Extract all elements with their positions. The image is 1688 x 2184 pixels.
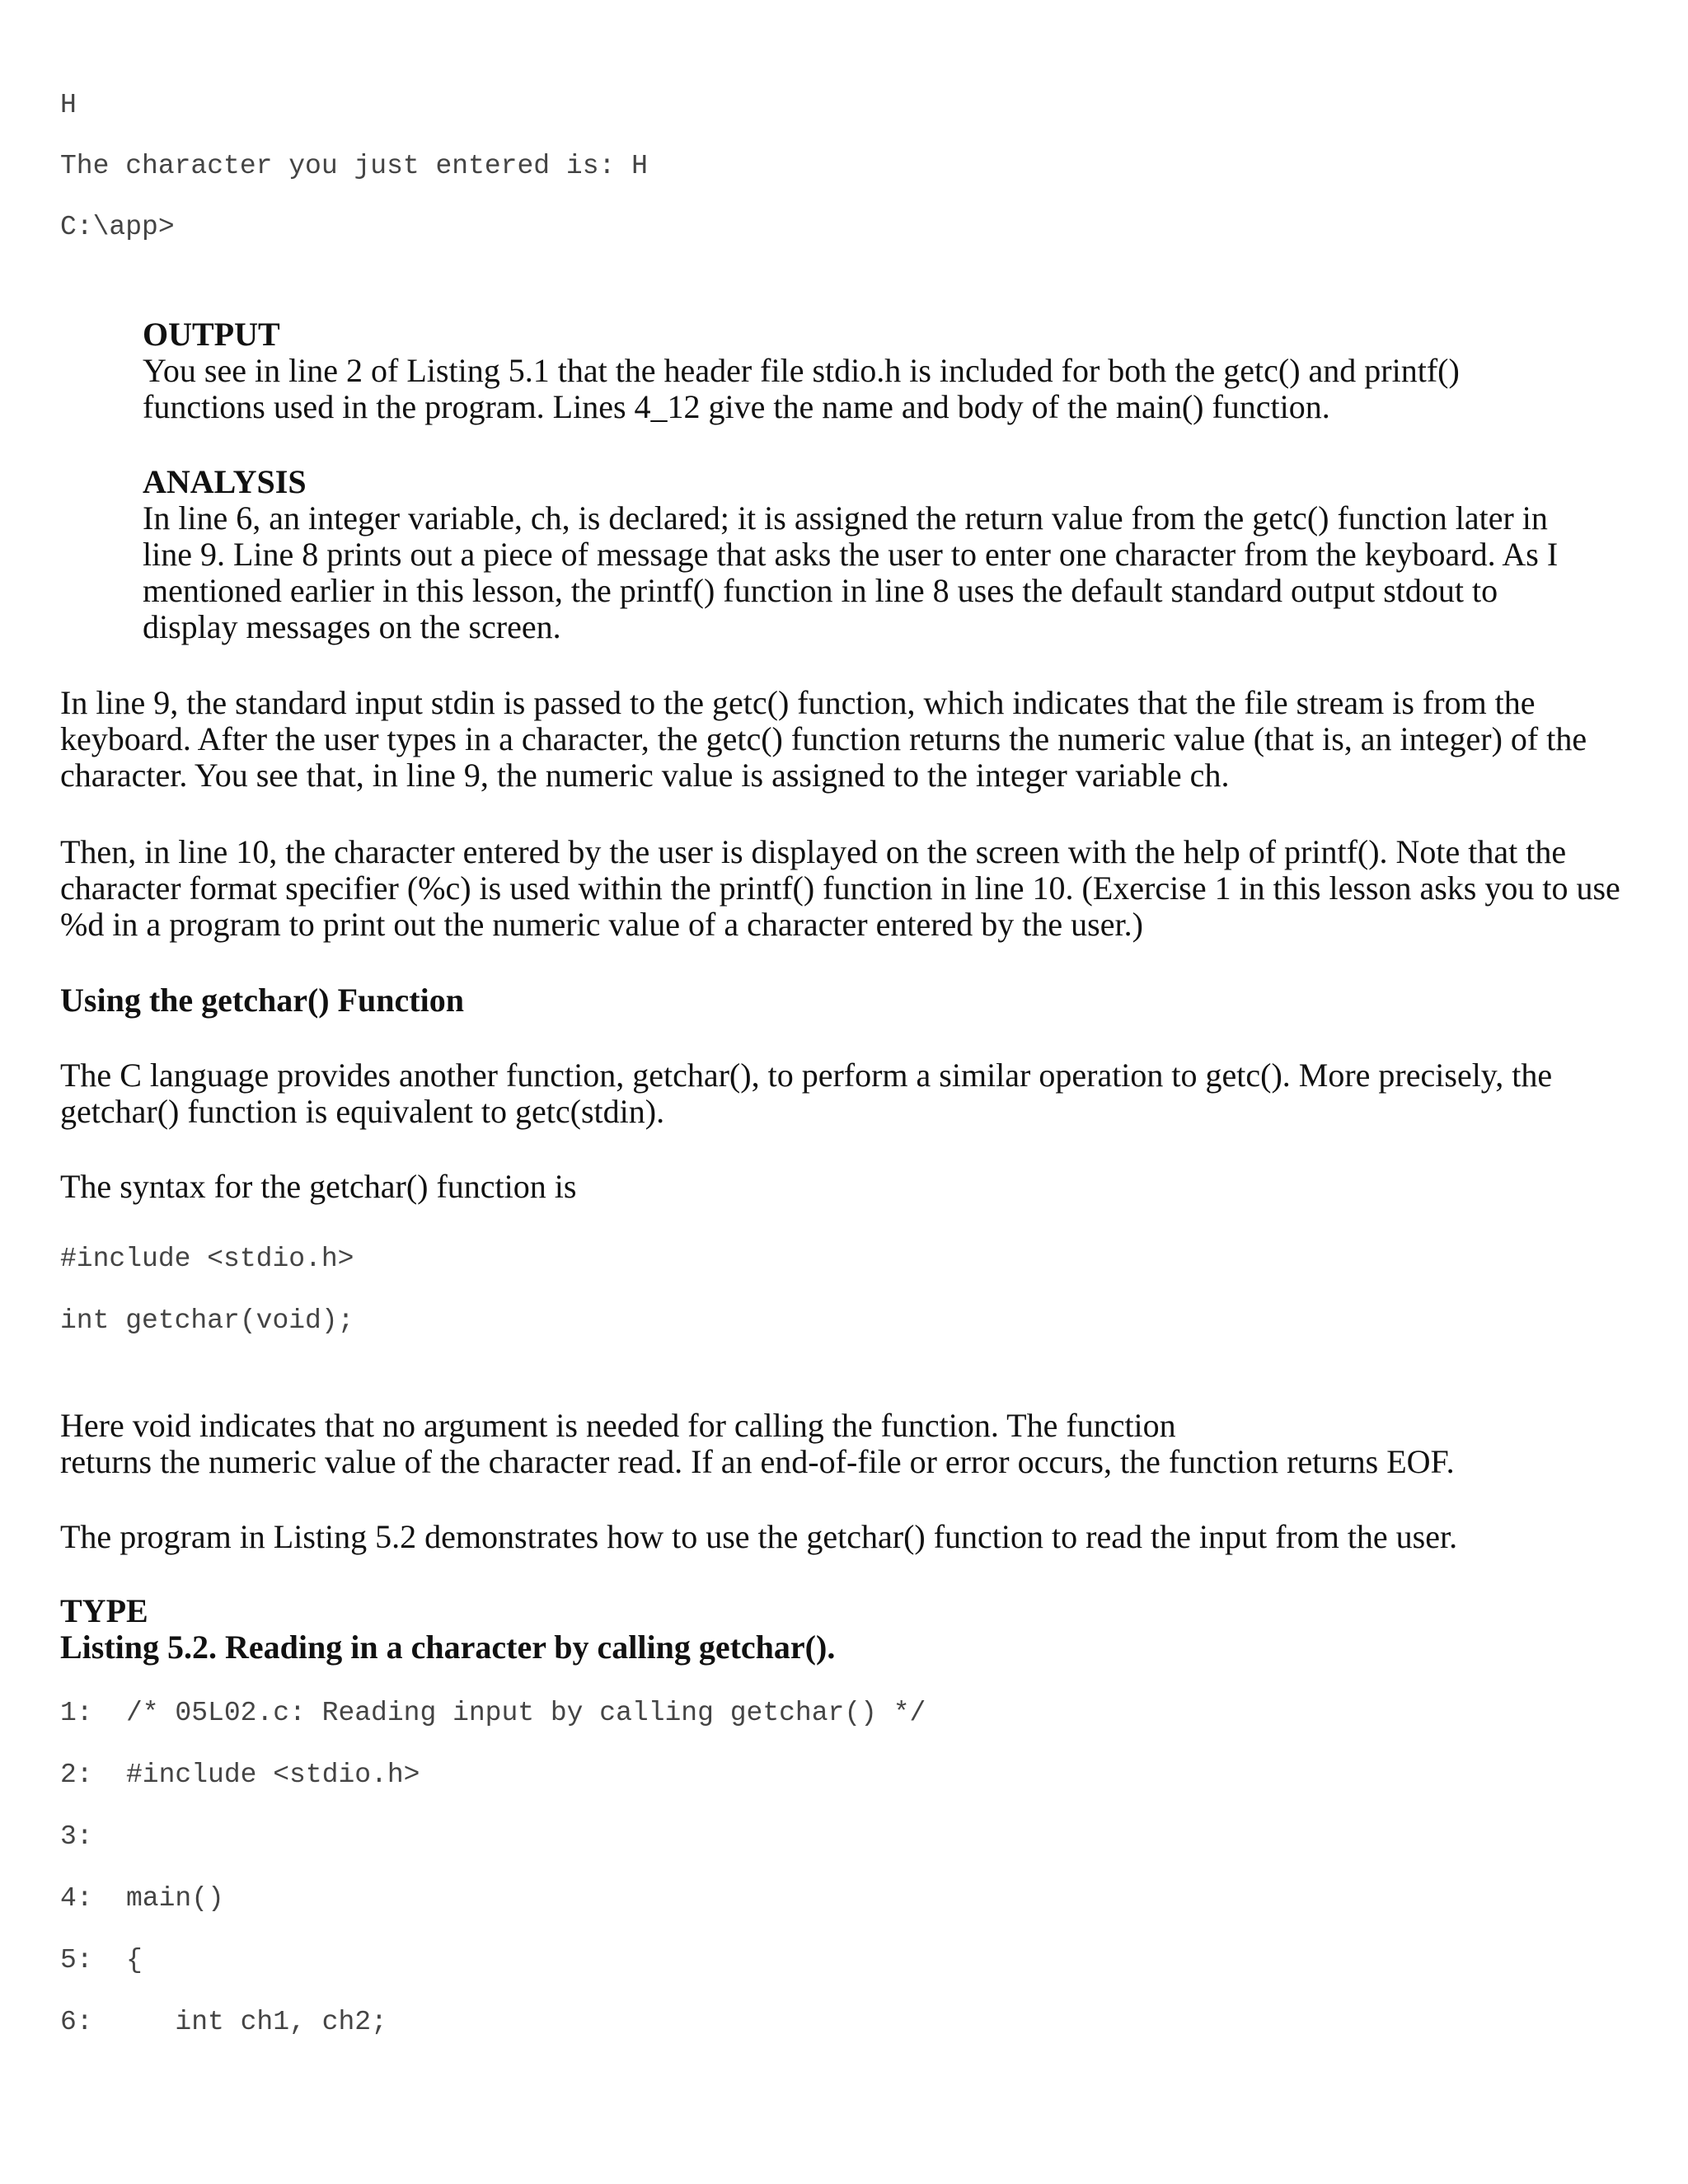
listing-line [60, 1759, 420, 1792]
listing-line [60, 1821, 126, 1854]
getchar-intro-paragraph: The C language provides another function, getchar(), to perform a similar operation to getc(). More precisely, the getchar() function is equivalent to getc(stdin). [60, 1057, 1553, 1130]
paragraph-line-10: Then, in line 10, the character entered by the user is displayed on the screen with the help of printf(). Note that the character format specifier (%c) is used within the printf() function in line 10. (Exercise 1 in this lesson asks you to use %d in a program to print out the numeric value of a character entered by the user.) [60, 833, 1620, 943]
section-heading-getchar: Using the getchar() Function [60, 982, 464, 1019]
output-heading: OUTPUT [143, 316, 280, 353]
line-code: main() [126, 1883, 224, 1914]
listing-line [60, 1697, 926, 1730]
listing-line [60, 2006, 387, 2039]
listing-intro-paragraph: The program in Listing 5.2 demonstrates how to use the getchar() function to read the input from the user. [60, 1518, 1458, 1555]
analysis-text: In line 6, an integer variable, ch, is declared; it is assigned the return value from the getc() function later in line 9. Line 8 prints out a piece of message that asks the user to enter one character from the keyboard. As I mentioned earlier in this lesson, the printf() function in line 8 uses the default standard output stdout to display messages on the screen. [143, 499, 1559, 645]
listing-line [60, 1882, 224, 1915]
console-line-1: H [60, 90, 77, 120]
line-code: int ch1, ch2; [126, 2007, 387, 2037]
console-line-3: C:\app> [60, 212, 175, 242]
syntax-code-prototype: int getchar(void); [60, 1305, 354, 1336]
line-code: { [126, 1945, 143, 1975]
output-text: You see in line 2 of Listing 5.1 that the header file stdio.h is included for both the getc() and printf() functions used in the program. Lines 4_12 give the name and body of the main() function. [143, 352, 1460, 425]
syntax-code-include: #include <stdio.h> [60, 1244, 354, 1274]
line-number: 6: [60, 2007, 93, 2037]
getchar-syntax-paragraph: The syntax for the getchar() function is [60, 1168, 577, 1205]
console-line-2: The character you just entered is: H [60, 151, 648, 181]
line-number: 3: [60, 1821, 93, 1852]
listing-line [60, 1944, 143, 1977]
getchar-void-line-2: returns the numeric value of the character read. If an end-of-file or error occurs, the function returns EOF. [60, 1443, 1455, 1480]
line-code: #include <stdio.h> [126, 1760, 420, 1790]
analysis-heading: ANALYSIS [143, 463, 307, 500]
paragraph-line-9: In line 9, the standard input stdin is passed to the getc() function, which indicates that the file stream is from the keyboard. After the user types in a character, the getc() function returns the numeric value (that is, an integer) of the character. You see that, in line 9, the numeric value is assigned to the integer variable ch. [60, 684, 1587, 794]
listing-title: Listing 5.2. Reading in a character by calling getchar(). [60, 1629, 836, 1666]
line-number: 5: [60, 1945, 93, 1975]
line-number: 4: [60, 1883, 93, 1914]
listing-type-label: TYPE [60, 1592, 148, 1629]
line-number: 2: [60, 1760, 93, 1790]
line-number: 1: [60, 1698, 93, 1728]
getchar-void-line-1: Here void indicates that no argument is needed for calling the function. The function [60, 1407, 1176, 1444]
line-code: /* 05L02.c: Reading input by calling getchar() */ [126, 1698, 926, 1728]
